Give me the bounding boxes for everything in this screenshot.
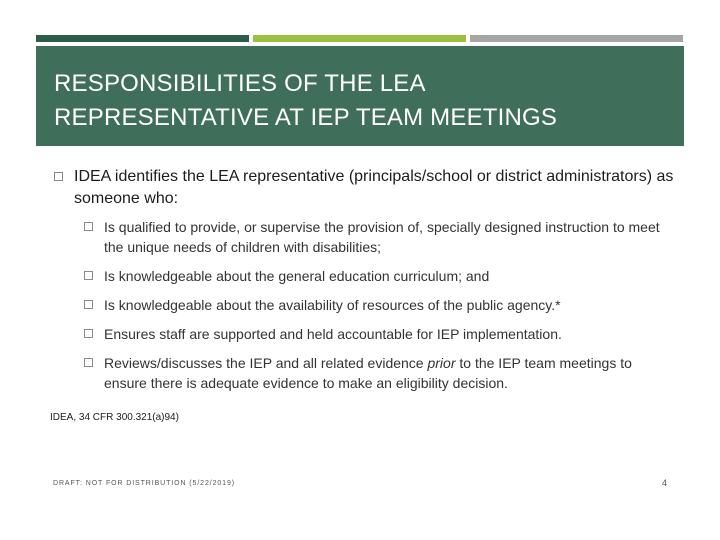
sub-bullet-text: Is knowledgeable about the availability of resources of the public agency.* [104, 297, 561, 313]
footer-draft-notice: DRAFT: NOT FOR DISTRIBUTION (5/22/2019) [53, 480, 235, 487]
sub-bullet [84, 295, 674, 315]
accent-bar-dark-green [36, 35, 249, 42]
checkbox-square-icon [84, 222, 93, 231]
main-bullet-text: IDEA identifies the LEA representative (principals/school or district administrators) as someone who: [74, 168, 674, 207]
citation: IDEA, 34 CFR 300.321(a)94) [50, 412, 179, 423]
accent-bar-light-green [253, 35, 466, 42]
checkbox-square-icon [84, 271, 93, 280]
sub-bullet [84, 217, 674, 257]
checkbox-square-icon [54, 172, 63, 181]
main-bullet [54, 166, 674, 210]
checkbox-square-icon [84, 329, 93, 338]
checkbox-square-icon [84, 300, 93, 309]
sub-bullet-text: Is qualified to provide, or supervise the provision of, specially designed instruction to meet the unique needs of children with disabilities; [104, 219, 660, 255]
emphasis-prior: prior [427, 355, 456, 371]
sub-bullet-text-start: Reviews/discusses the IEP and all related evidence [104, 355, 428, 371]
page-number: 4 [662, 478, 668, 488]
sub-bullet-text: Is knowledgeable about the general education curriculum; and [104, 268, 490, 284]
checkbox-square-icon [84, 358, 93, 367]
sub-bullet [84, 324, 674, 344]
sub-bullet-text [104, 355, 632, 391]
sub-bullet-list [84, 217, 674, 393]
sub-bullet [84, 353, 674, 393]
sub-bullet [84, 266, 674, 286]
sub-bullet-text: Ensures staff are supported and held accountable for IEP implementation. [104, 326, 562, 342]
accent-bar-gray [470, 35, 683, 42]
slide-body [54, 166, 674, 402]
slide-header [36, 46, 684, 146]
sub-bullet-text-end: to the IEP team meetings to ensure there is adequate evidence to make an eligibility decision. [104, 355, 632, 391]
slide-title: RESPONSIBILITIES OF THE LEA REPRESENTATIVE AT IEP TEAM MEETINGS [54, 70, 558, 131]
